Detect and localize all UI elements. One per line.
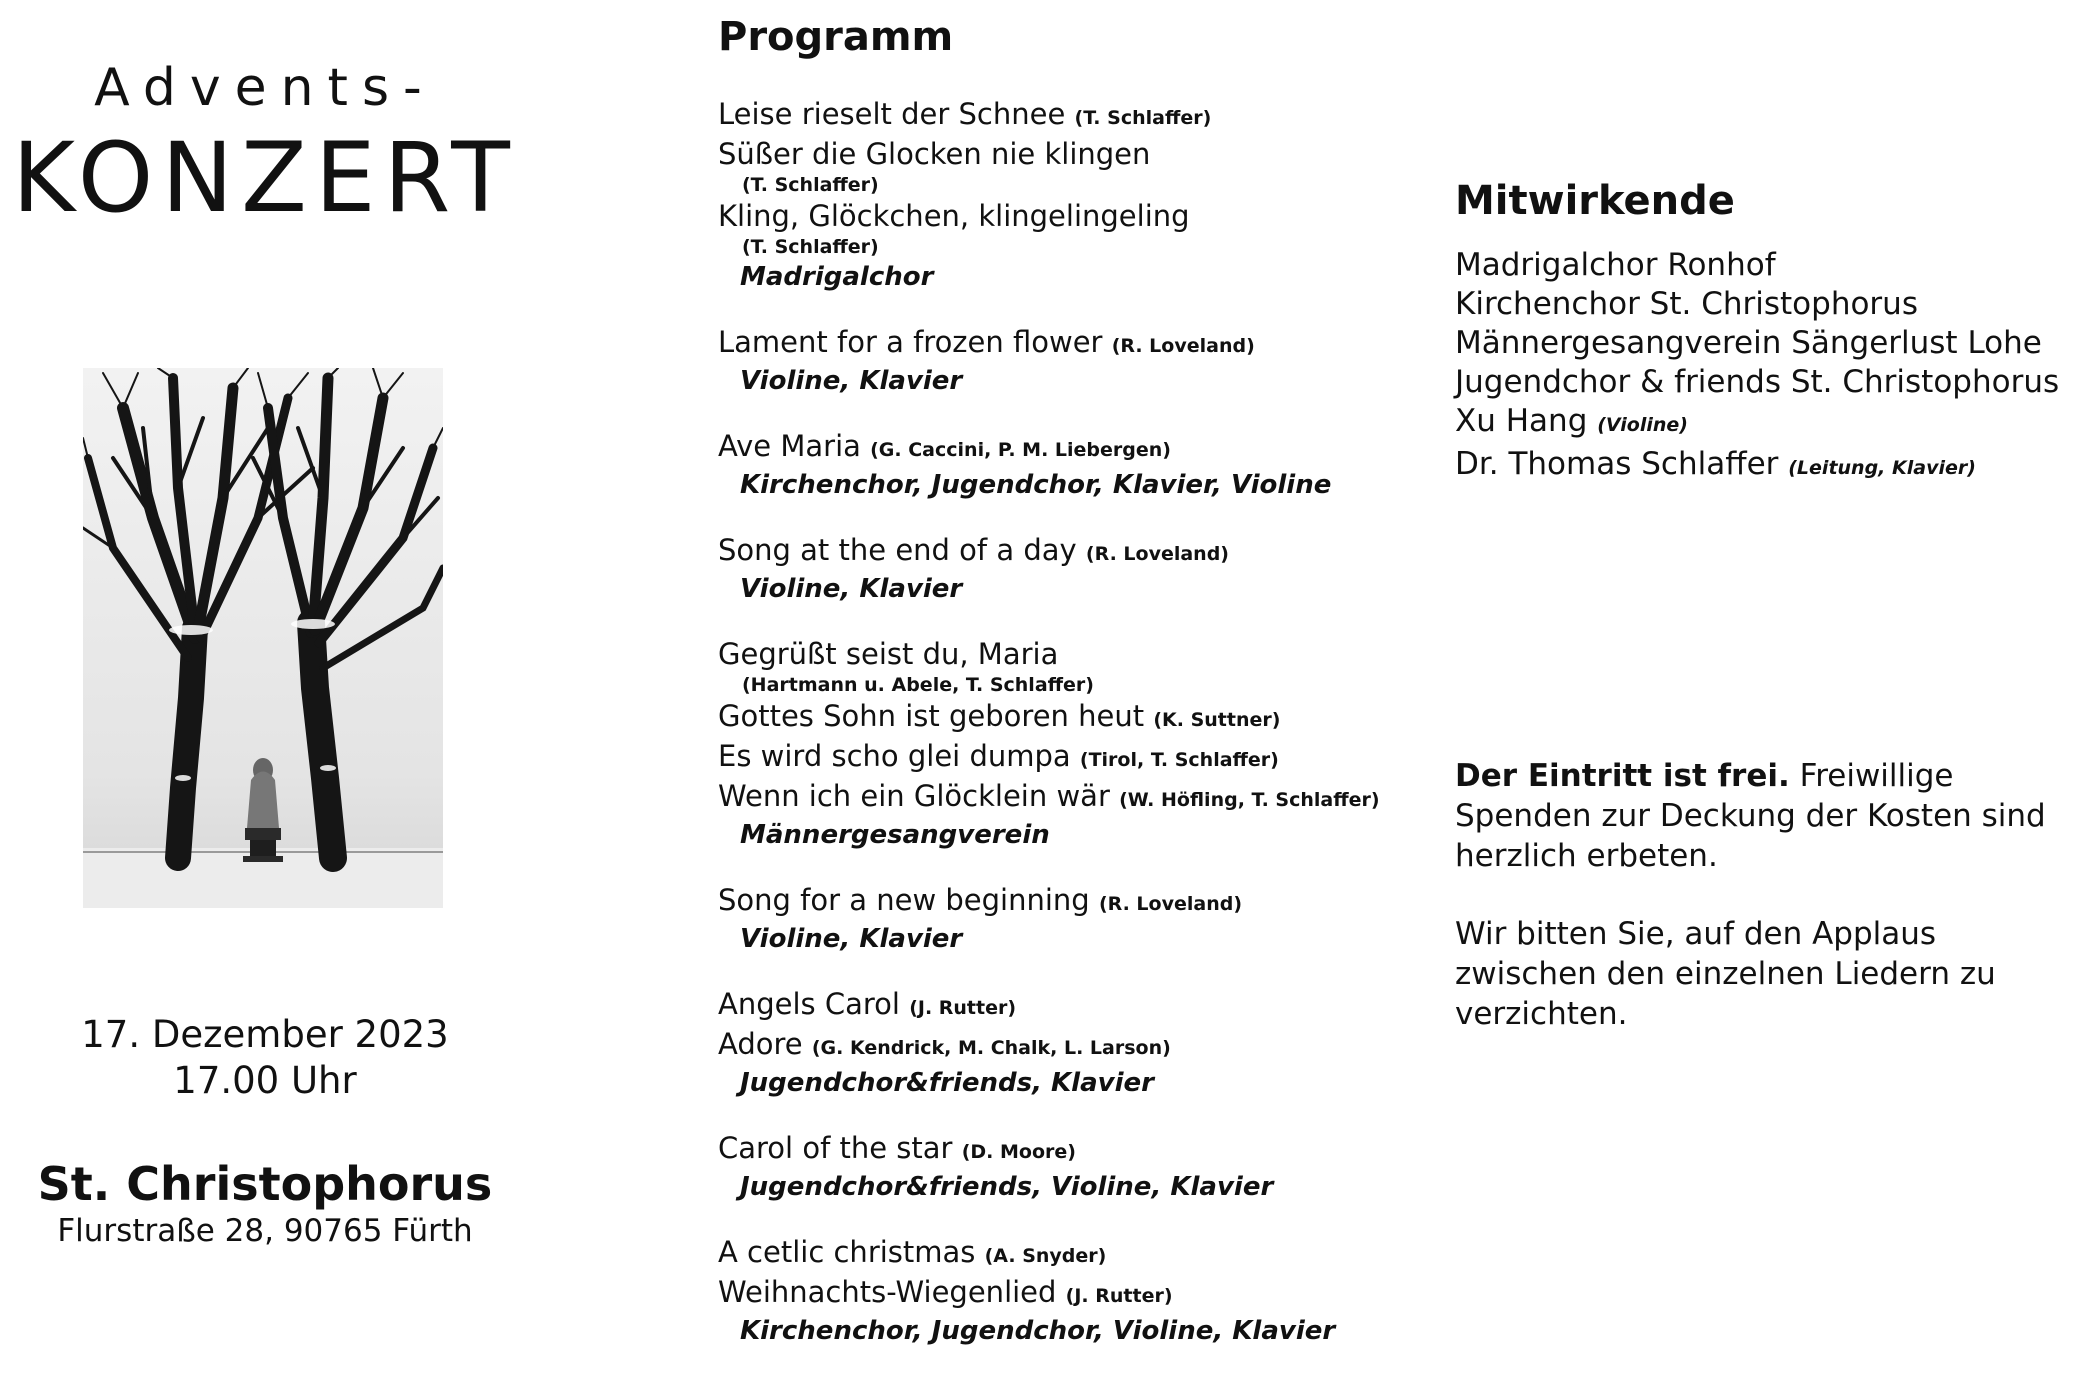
- program-column: [718, 0, 1438, 1346]
- song-composer: (T. Schlaffer): [742, 174, 879, 196]
- performers-line: Violine, Klavier: [740, 574, 963, 604]
- title-konzert: KONZERT: [12, 122, 518, 234]
- performer-name: Kirchenchor St. Christophorus: [1455, 286, 1918, 322]
- song-title: Angels Carol: [718, 987, 900, 1021]
- performer-name: Madrigalchor Ronhof: [1455, 247, 1776, 283]
- program-list: [718, 96, 1438, 1378]
- song-line: [718, 1274, 1438, 1314]
- program-block: [718, 1234, 1438, 1348]
- performers-line: Madrigalchor: [740, 262, 934, 292]
- song-composer: (J. Rutter): [909, 997, 1017, 1019]
- song-title: Gottes Sohn ist geboren heut: [718, 699, 1145, 733]
- song-composer: (W. Höfling, T. Schlaffer): [1119, 789, 1380, 811]
- title-advents: Advents-: [94, 58, 436, 118]
- program-block: [718, 986, 1438, 1100]
- song-title: Ave Maria: [718, 429, 861, 463]
- song-title: Song for a new beginning: [718, 883, 1090, 917]
- performers-line: Violine, Klavier: [740, 924, 963, 954]
- song-line: [718, 1026, 1438, 1066]
- venue-name: St. Christophorus: [37, 1157, 493, 1211]
- song-title: Es wird scho glei dumpa: [718, 739, 1071, 773]
- program-heading: Programm: [718, 14, 954, 60]
- song-title: Adore: [718, 1027, 803, 1061]
- performers-line: Violine, Klavier: [740, 366, 963, 396]
- event-time: 17.00 Uhr: [173, 1059, 357, 1102]
- song-line: [718, 986, 1438, 1026]
- program-block: [718, 428, 1438, 502]
- song-composer: (D. Moore): [961, 1141, 1076, 1163]
- song-composer: (R. Loveland): [1098, 893, 1243, 915]
- song-composer: (R. Loveland): [1085, 543, 1229, 565]
- song-composer: (R. Loveland): [1111, 335, 1255, 357]
- performers-line: Kirchenchor, Jugendchor, Violine, Klavier: [740, 1316, 1336, 1346]
- song-line: [718, 198, 1438, 234]
- applause-note: Wir bitten Sie, auf den Applaus zwischen den einzelnen Liedern zu verzichten.: [1455, 916, 1996, 1032]
- performer-name: Männergesangverein Sängerlust Lohe: [1455, 325, 2042, 361]
- song-title: Wenn ich ein Glöcklein wär: [718, 779, 1110, 813]
- performer-item: [1455, 324, 2059, 363]
- performer-item: [1455, 363, 2059, 402]
- performer-name: Dr. Thomas Schlaffer: [1455, 446, 1779, 482]
- performers-heading: Mitwirkende: [1455, 178, 1735, 224]
- song-line: [718, 778, 1438, 818]
- performers-line: Männergesangverein: [740, 820, 1050, 850]
- song-composer: (J. Rutter): [1065, 1285, 1173, 1307]
- song-composer: (T. Schlaffer): [742, 236, 879, 258]
- song-composer: (K. Suttner): [1153, 709, 1281, 731]
- performer-name: Xu Hang: [1455, 403, 1588, 439]
- song-line: [718, 636, 1438, 672]
- performer-item: [1455, 246, 2059, 285]
- song-title: Leise rieselt der Schnee: [718, 97, 1066, 131]
- song-title: Carol of the star: [718, 1131, 953, 1165]
- performer-role: (Violine): [1597, 414, 1688, 436]
- cover-column: [0, 0, 530, 1304]
- song-line: [718, 1234, 1438, 1274]
- song-line: [718, 136, 1438, 172]
- program-block: [718, 636, 1438, 852]
- performer-item: [1455, 402, 2059, 445]
- admission-free-text: Der Eintritt ist frei.: [1455, 758, 1790, 794]
- performers-column: [1455, 0, 2085, 1304]
- donation-text: Freiwillige Spenden zur Deckung der Kosten sind herzlich erbeten.: [1455, 758, 2046, 874]
- song-title: A cetlic christmas: [718, 1235, 976, 1269]
- program-block: [718, 1130, 1438, 1204]
- song-line: [718, 532, 1438, 572]
- song-composer: (T. Schlaffer): [1074, 107, 1212, 129]
- song-composer: (A. Snyder): [984, 1245, 1107, 1267]
- venue-address: Flurstraße 28, 90765 Fürth: [57, 1213, 473, 1249]
- winter-trees-image: [83, 368, 443, 908]
- program-block: [718, 882, 1438, 956]
- song-line: [718, 428, 1438, 468]
- song-composer: (G. Kendrick, M. Chalk, L. Larson): [811, 1037, 1171, 1059]
- program-block: [718, 324, 1438, 398]
- song-composer: (Hartmann u. Abele, T. Schlaffer): [742, 674, 1094, 696]
- song-title: Song at the end of a day: [718, 533, 1077, 567]
- song-composer: (Tirol, T. Schlaffer): [1079, 749, 1279, 771]
- song-title: Süßer die Glocken nie klingen: [718, 137, 1151, 171]
- song-line: [718, 882, 1438, 922]
- song-title: Lament for a frozen flower: [718, 325, 1103, 359]
- performers-line: Kirchenchor, Jugendchor, Klavier, Violine: [740, 470, 1332, 500]
- performers-list: [1455, 246, 2059, 488]
- event-date-time: [0, 1012, 530, 1104]
- song-title: Kling, Glöckchen, klingelingeling: [718, 199, 1190, 233]
- program-block: [718, 96, 1438, 294]
- song-line: [718, 738, 1438, 778]
- performers-line: Jugendchor&friends, Violine, Klavier: [740, 1172, 1274, 1202]
- song-line: [718, 324, 1438, 364]
- song-line: [718, 698, 1438, 738]
- performer-item: [1455, 445, 2059, 488]
- song-title: Weihnachts-Wiegenlied: [718, 1275, 1057, 1309]
- performer-name: Jugendchor & friends St. Christophorus: [1455, 364, 2060, 400]
- performer-item: [1455, 285, 2059, 324]
- song-line: [718, 1130, 1438, 1170]
- performer-role: (Leitung, Klavier): [1788, 457, 1976, 479]
- winter-trees-photo: [83, 368, 443, 908]
- performers-line: Jugendchor&friends, Klavier: [740, 1068, 1154, 1098]
- event-date: 17. Dezember 2023: [81, 1013, 449, 1056]
- song-composer: (G. Caccini, P. M. Liebergen): [870, 439, 1171, 461]
- admission-note: [1455, 756, 2085, 876]
- program-block: [718, 532, 1438, 606]
- song-line: [718, 96, 1438, 136]
- song-title: Gegrüßt seist du, Maria: [718, 637, 1059, 671]
